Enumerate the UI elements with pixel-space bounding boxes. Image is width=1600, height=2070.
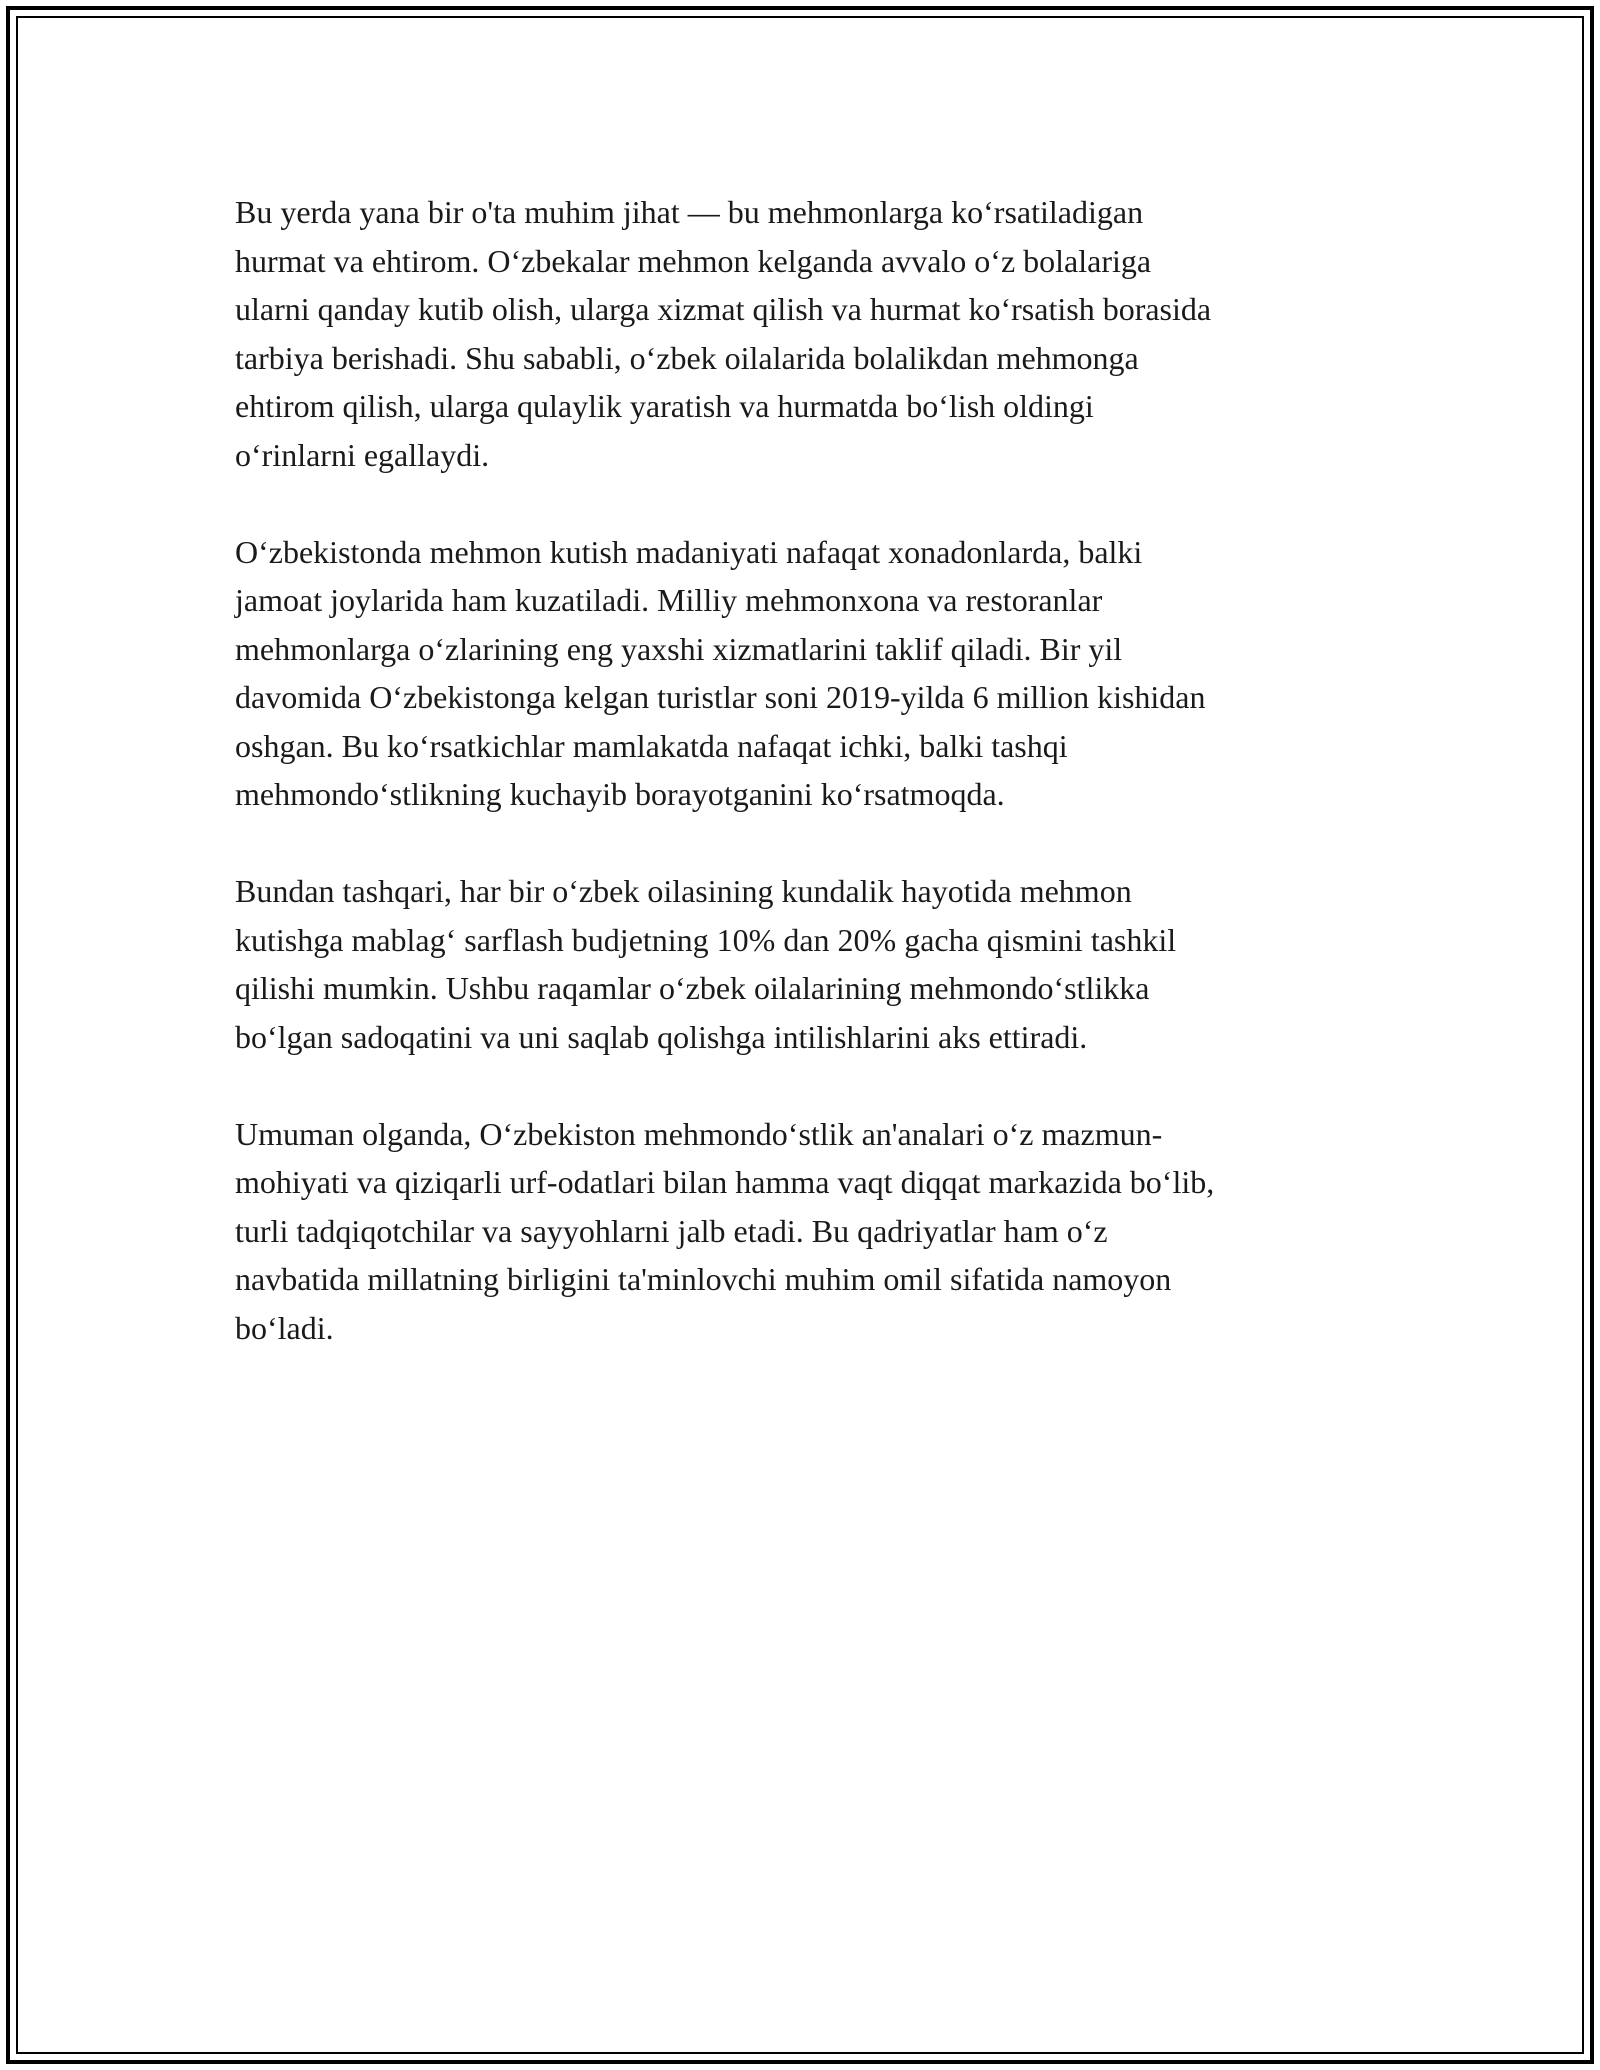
document-body — [235, 188, 1365, 1401]
paragraph-4: Umuman olganda, Oʻzbekiston mehmondoʻstlik an'analari oʻz mazmun- mohiyati va qiziqarli urf-odatlari bilan hamma vaqt diqqat markazida boʻlib, turli tadqiqotchilar va sayyohlarni jalb etadi. Bu qadriyatlar ham oʻz navbatida millatning birligini ta'minlovchi muhim omil sifatida namoyon boʻladi. — [235, 1115, 1215, 1346]
paragraph-2: Oʻzbekistonda mehmon kutish madaniyati nafaqat xonadonlarda, balki jamoat joylarida ham kuzatiladi. Milliy mehmonxona va restoranlar mehmonlarga oʻzlarining eng yaxshi xizmatlarini taklif qiladi. Bir yil davomida Oʻzbekistonga kelgan turistlar soni 2019-yilda 6 million kishidan oshgan. Bu koʻrsatkichlar mamlakatda nafaqat ichki, balki tashqi mehmondoʻstlikning kuchayib borayotganini koʻrsatmoqda. — [235, 533, 1206, 812]
paragraph-1: Bu yerda yana bir o'ta muhim jihat — bu mehmonlarga koʻrsatiladigan hurmat va ehtirom. Oʻzbekalar mehmon kelganda avvalo oʻz bolalariga ularni qanday kutib olish, ularga xizmat qilish va hurmat koʻrsatish borasida tarbiya berishadi. Shu sababli, oʻzbek oilalarida bolalikdan mehmonga ehtirom qilish, ularga qulaylik yaratish va hurmatda boʻlish oldingi oʻrinlarni egallaydi. — [235, 194, 1212, 473]
paragraph-3: Bundan tashqari, har bir oʻzbek oilasining kundalik hayotida mehmon kutishga mablagʻ sarflash budjetning 10% dan 20% gacha qismini tashkil qilishi mumkin. Ushbu raqamlar oʻzbek oilalarining mehmondoʻstlikka boʻlgan sadoqatini va uni saqlab qolishga intilishlarini aks ettiradi. — [235, 873, 1177, 1055]
